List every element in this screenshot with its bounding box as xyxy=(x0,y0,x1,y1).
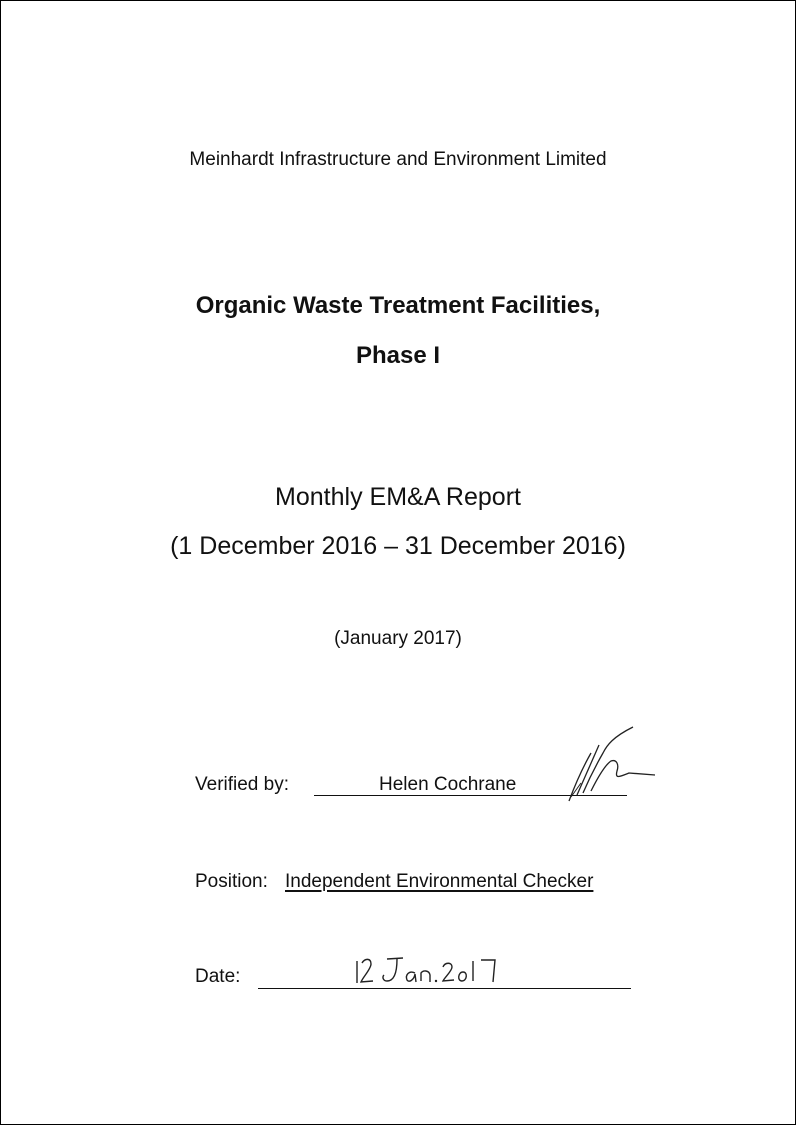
position-value: Independent Environmental Checker xyxy=(285,871,594,892)
position-label: Position: xyxy=(195,871,268,892)
verifier-name: Helen Cochrane xyxy=(379,774,517,795)
report-period: (1 December 2016 – 31 December 2016) xyxy=(170,532,626,560)
issue-date: (January 2017) xyxy=(334,628,462,649)
company-name: Meinhardt Infrastructure and Environment Limited xyxy=(189,149,607,170)
handwritten-date xyxy=(353,953,503,987)
handwritten-signature xyxy=(561,723,661,803)
project-title-line-1: Organic Waste Treatment Facilities, xyxy=(195,292,601,319)
verified-by-label: Verified by: xyxy=(195,774,289,795)
date-underline xyxy=(258,988,631,989)
date-label: Date: xyxy=(195,966,241,987)
report-title: Monthly EM&A Report xyxy=(275,483,521,511)
project-title-line-2: Phase I xyxy=(355,342,441,369)
